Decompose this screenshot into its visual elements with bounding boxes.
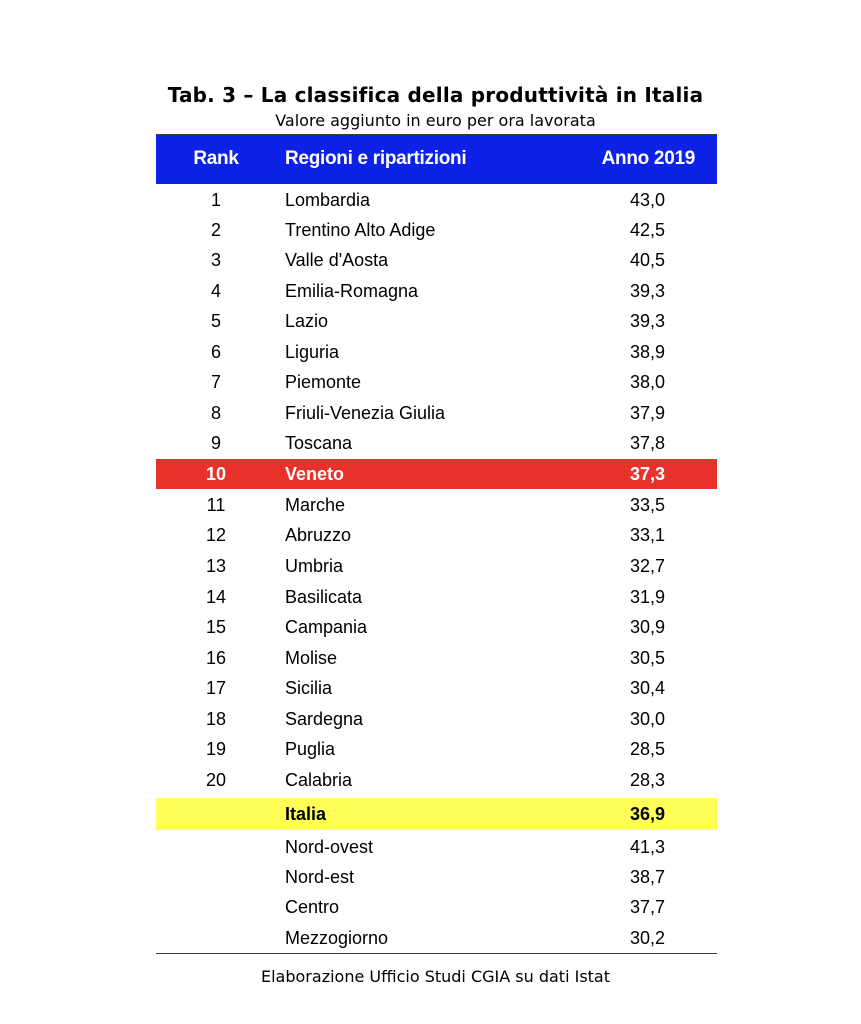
row-region: Trentino Alto Adige [285, 220, 436, 240]
table-row [156, 276, 717, 306]
row-rank: 11 [206, 495, 226, 515]
table-row [156, 398, 717, 428]
row-region: Emilia-Romagna [285, 281, 419, 301]
row-rank: 18 [205, 709, 227, 729]
row-region: Valle d'Aosta [285, 250, 389, 270]
ripartizione-row [156, 862, 717, 892]
ripartizione-row [156, 923, 717, 953]
row-rank: 5 [210, 311, 221, 331]
row-value: 40,5 [629, 250, 665, 270]
row-value: 28,5 [629, 739, 665, 759]
ripartizione-value: 41,3 [629, 837, 665, 857]
table-row-highlighted [156, 459, 717, 489]
row-region: Calabria [285, 770, 353, 790]
ripartizione-name: Mezzogiorno [285, 928, 389, 948]
row-value: 30,5 [629, 648, 665, 668]
row-rank: 12 [205, 525, 227, 545]
table-row [156, 643, 717, 673]
table-title: Tab. 3 – La classifica della produttività in Italia [167, 83, 704, 107]
row-value: 37,3 [629, 464, 665, 484]
table-header [156, 134, 717, 184]
row-rank: 10 [205, 464, 227, 484]
row-value: 37,8 [629, 433, 665, 453]
header-value: Anno 2019 [601, 148, 695, 169]
source-note: Elaborazione Ufficio Studi CGIA su dati Istat [261, 967, 610, 986]
row-rank: 20 [205, 770, 227, 790]
table-row [156, 367, 717, 397]
row-region: Veneto [285, 464, 345, 484]
row-rank: 1 [210, 190, 221, 210]
row-region: Friuli-Venezia Giulia [285, 403, 446, 423]
table-row [156, 306, 717, 336]
row-rank: 19 [205, 739, 227, 759]
header-region: Regioni e ripartizioni [285, 148, 467, 169]
row-value: 33,5 [629, 495, 665, 515]
ripartizione-row [156, 832, 717, 862]
row-value: 33,1 [629, 525, 665, 545]
header-rank: Rank [193, 148, 239, 169]
table-row [156, 704, 717, 734]
table-row [156, 582, 717, 612]
row-rank: 13 [205, 556, 227, 576]
table-row [156, 612, 717, 642]
row-rank: 9 [210, 433, 221, 453]
italia-total-row [156, 798, 717, 830]
ripartizione-name: Nord-ovest [285, 837, 374, 857]
productivity-table [156, 134, 717, 954]
table-row [156, 765, 717, 795]
row-rank: 15 [205, 617, 227, 637]
row-region: Basilicata [285, 587, 363, 607]
row-region: Abruzzo [285, 525, 352, 545]
row-value: 32,7 [629, 556, 665, 576]
row-rank: 8 [210, 403, 221, 423]
row-value: 28,3 [629, 770, 665, 790]
row-value: 37,9 [629, 403, 665, 423]
row-rank: 14 [205, 587, 227, 607]
table-row [156, 337, 717, 367]
italia-value: 36,9 [629, 804, 665, 824]
row-value: 31,9 [629, 587, 665, 607]
table-row [156, 520, 717, 550]
row-rank: 4 [210, 281, 221, 301]
table-row [156, 185, 717, 215]
row-value: 42,5 [629, 220, 665, 240]
row-region: Liguria [285, 342, 340, 362]
row-value: 39,3 [629, 281, 665, 301]
row-region: Sardegna [285, 709, 364, 729]
row-region: Piemonte [285, 372, 362, 392]
row-region: Molise [285, 648, 338, 668]
row-value: 39,3 [629, 311, 665, 331]
ripartizione-value: 30,2 [629, 928, 665, 948]
row-value: 38,9 [629, 342, 665, 362]
row-rank: 6 [210, 342, 221, 362]
ripartizione-name: Centro [285, 897, 340, 917]
table-row [156, 428, 717, 458]
row-region: Umbria [285, 556, 344, 576]
table-row [156, 490, 717, 520]
row-region: Sicilia [285, 678, 333, 698]
row-region: Lazio [285, 311, 329, 331]
row-region: Lombardia [285, 190, 371, 210]
ripartizione-name: Nord-est [285, 867, 355, 887]
row-value: 43,0 [629, 190, 665, 210]
table-bottom-divider [156, 953, 717, 954]
ripartizione-row [156, 892, 717, 922]
row-rank: 2 [210, 220, 221, 240]
table-row [156, 215, 717, 245]
row-region: Toscana [285, 433, 353, 453]
table-row [156, 551, 717, 581]
row-rank: 7 [210, 372, 221, 392]
table-row [156, 734, 717, 764]
row-value: 30,9 [629, 617, 665, 637]
table-row [156, 673, 717, 703]
ripartizione-value: 37,7 [629, 897, 665, 917]
table-subtitle: Valore aggiunto in euro per ora lavorata [275, 111, 596, 130]
row-region: Puglia [285, 739, 336, 759]
row-value: 30,0 [629, 709, 665, 729]
row-rank: 3 [210, 250, 221, 270]
row-region: Marche [285, 495, 346, 515]
row-value: 30,4 [629, 678, 665, 698]
ripartizione-value: 38,7 [629, 867, 665, 887]
row-rank: 17 [205, 678, 227, 698]
row-region: Campania [285, 617, 368, 637]
row-value: 38,0 [629, 372, 665, 392]
row-rank: 16 [205, 648, 227, 668]
italia-label: Italia [285, 804, 327, 824]
table-row [156, 245, 717, 275]
